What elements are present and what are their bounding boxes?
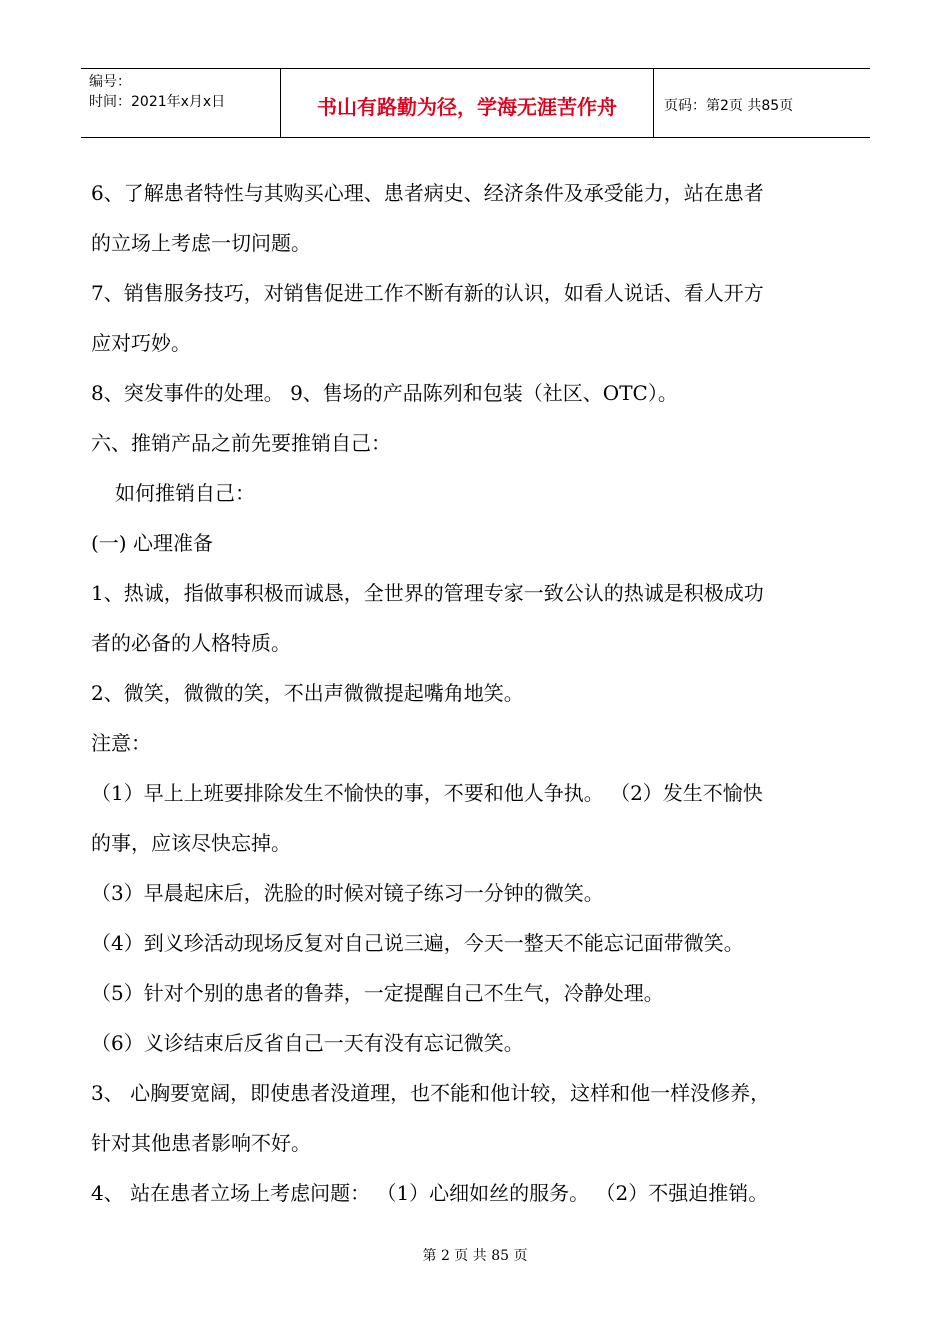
- text-line: 3、 心胸要宽阔，即使患者没道理，也不能和他计较，这样和他一样没修养，: [91, 1081, 771, 1105]
- text-line: 者的必备的人格特质。: [91, 631, 291, 655]
- text-line: 6、了解患者特性与其购买心理、患者病史、经济条件及承受能力，站在患者: [91, 181, 764, 205]
- section-heading: 六、推销产品之前先要推销自己：: [91, 431, 391, 455]
- document-body: [91, 168, 866, 1218]
- text-line: 8、突发事件的处理。 9、售场的产品陈列和包装（社区、OTC）。: [91, 381, 678, 405]
- header-motto: 书山有路勤为径，学海无涯苦作舟: [281, 69, 654, 137]
- text-line: 应对巧妙。: [91, 331, 191, 355]
- text-line: （3）早晨起床后，洗脸的时候对镜子练习一分钟的微笑。: [91, 881, 604, 905]
- subsection-heading: (一) 心理准备: [91, 531, 213, 555]
- text-line: 4、 站在患者立场上考虑问题： （1）心细如丝的服务。 （2）不强迫推销。: [91, 1181, 769, 1205]
- text-line: 的事，应该尽快忘掉。: [91, 831, 291, 855]
- text-line: （5）针对个别的患者的鲁莽，一定提醒自己不生气，冷静处理。: [91, 981, 664, 1005]
- text-line: 1、热诚，指做事积极而诚恳，全世界的管理专家一致公认的热诚是积极成功: [91, 581, 764, 605]
- text-line: 的立场上考虑一切问题。: [91, 231, 311, 255]
- text-line: 针对其他患者影响不好。: [91, 1131, 311, 1155]
- document-date-label: 时间：2021年x月x日: [89, 94, 226, 110]
- header-meta: [81, 69, 281, 137]
- note-label: 注意：: [91, 731, 151, 755]
- text-line: 7、销售服务技巧，对销售促进工作不断有新的认识，如看人说话、看人开方: [91, 281, 764, 305]
- text-line: （1）早上上班要排除发生不愉快的事，不要和他人争执。 （2）发生不愉快: [91, 781, 763, 805]
- text-line: （4）到义珍活动现场反复对自己说三遍，今天一整天不能忘记面带微笑。: [91, 931, 744, 955]
- text-line: （6）义诊结束后反省自己一天有没有忘记微笑。: [91, 1031, 524, 1055]
- header-page-info: 页码：第2页 共85页: [664, 98, 794, 114]
- subheading: 如何推销自己：: [115, 481, 255, 505]
- document-number-label: 编号：: [89, 74, 131, 90]
- page-header: [81, 68, 870, 138]
- text-line: 2、微笑，微微的笑，不出声微微提起嘴角地笑。: [91, 681, 524, 705]
- page-footer: 第 2 页 共 85 页: [422, 1248, 528, 1264]
